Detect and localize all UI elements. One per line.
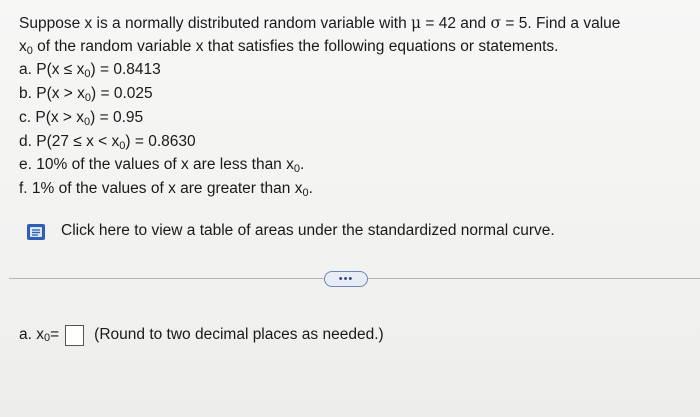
intro-rest-text: of the random variable x that satisfies the following equations or statements. [32,37,559,55]
item-label: e. [19,156,32,174]
x-subscript: 0 [26,44,33,57]
item-text-end: . [300,156,305,174]
item-text: P(x > x [31,108,85,126]
intro-text: Suppose x is a normally distributed random variable with [19,15,411,32]
item-text-end: ) = 0.025 [91,85,153,103]
item-b [19,83,689,107]
problem-intro-line1 [19,12,689,36]
item-text-end: . [308,179,313,197]
answer-subscript: 0 [43,332,51,344]
item-subscript: 0 [84,115,91,128]
answer-a-row [19,322,384,348]
problem-intro-line2 [19,36,689,60]
item-a [19,59,689,83]
book-icon [26,223,46,241]
item-text-end: ) = 0.8413 [90,61,161,79]
item-e [19,154,689,178]
expand-more-button[interactable] [324,271,368,287]
item-subscript: 0 [84,68,91,81]
sigma-symbol: σ [490,14,502,32]
mu-symbol: μ [411,14,422,32]
normal-table-link-text[interactable]: Click here to view a table of areas under the standardized normal curve. [61,222,555,239]
item-subscript: 0 [293,163,300,176]
item-subscript: 0 [84,92,92,105]
sigma-value: = 5. Find a value [501,15,621,32]
normal-table-link[interactable] [26,220,555,242]
item-text: P(27 ≤ x < x [31,132,120,150]
item-text: 1% of the values of x are greater than x [27,179,303,197]
item-c [19,107,689,131]
item-text: P(x > x [31,85,85,103]
item-text: 10% of the values of x are less than x [31,156,294,174]
item-label: b. [19,85,32,103]
item-subscript: 0 [302,186,309,199]
item-d [19,131,689,155]
ellipsis-icon: ••• [338,272,354,285]
x-variable: x [19,37,27,55]
item-label: f. [19,179,28,197]
mu-value: = 42 and [421,15,491,32]
item-label: d. [19,132,32,150]
rounding-hint: (Round to two decimal places as needed.) [94,326,384,343]
problem-statement [19,12,689,202]
answer-input-box[interactable] [65,325,84,346]
answer-label: a. x [19,326,44,343]
item-label: c. [19,108,32,126]
item-f [19,178,689,202]
item-text-end: ) = 0.95 [90,108,144,126]
item-label: a. [19,61,32,79]
item-subscript: 0 [119,139,126,152]
item-text-end: ) = 0.8630 [125,132,196,150]
item-text: P(x ≤ x [31,61,85,79]
answer-equals: = [50,326,60,343]
